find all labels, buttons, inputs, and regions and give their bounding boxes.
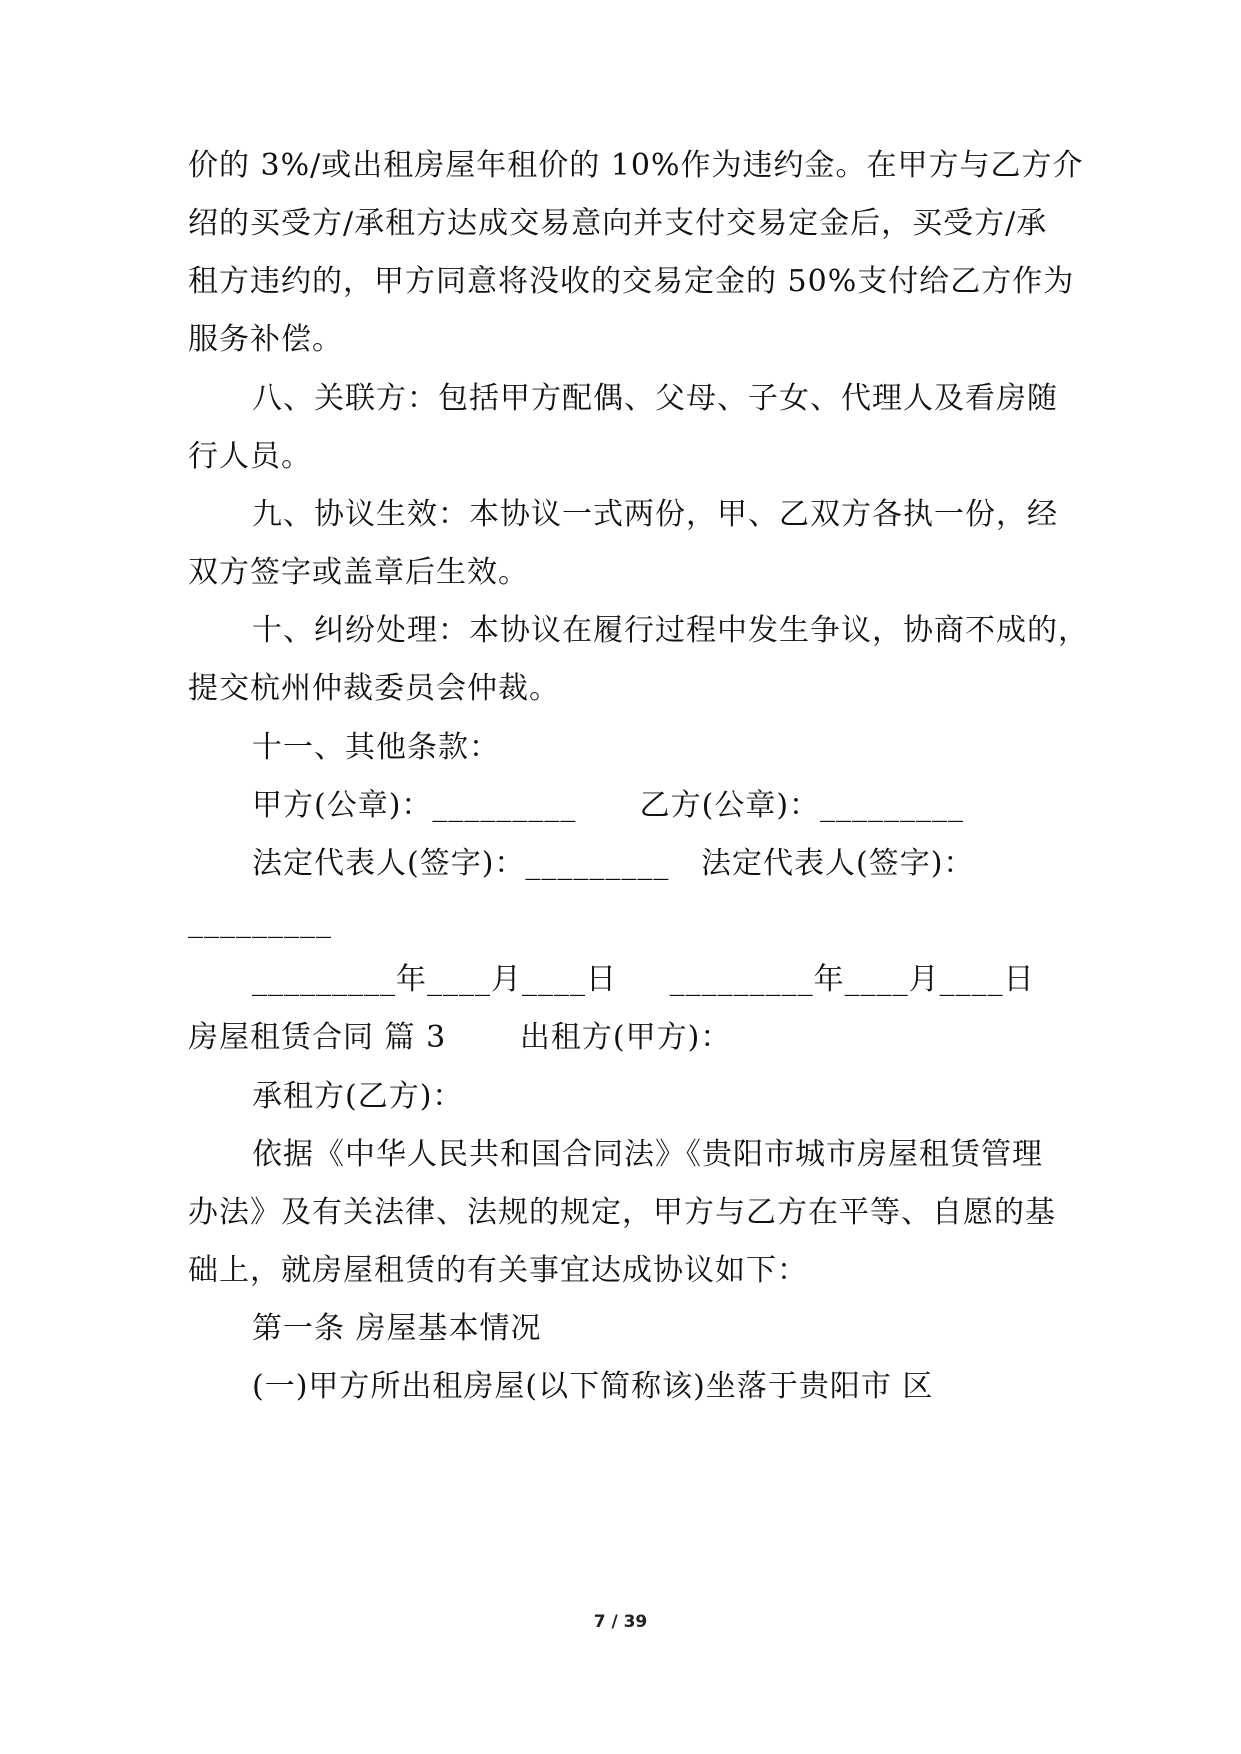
lessee-line: 承租方(乙方)： (252, 1079, 464, 1114)
body-line: 租方违约的，甲方同意将没收的交易定金的 50%支付给乙方作为 (188, 264, 1075, 299)
page-number: 7 / 39 (593, 1612, 648, 1632)
body-line: 服务补偿。 (188, 322, 343, 357)
body-line: 绍的买受方/承租方达成交易意向并支付交易定金后，买受方/承 (188, 206, 1048, 241)
body-line: 行人员。 (188, 439, 312, 474)
representative-line: 法定代表人(签字)：_________ 法定代表人(签字)： (252, 846, 975, 881)
body-line: 依据《中华人民共和国合同法》《贵阳市城市房屋租赁管理 (252, 1137, 1043, 1172)
body-line: 价的 3%/或出租房屋年租价的 10%作为违约金。在甲方与乙方介 (188, 148, 1084, 183)
article-one-heading: 第一条 房屋基本情况 (252, 1311, 542, 1346)
clause-nine-line: 九、协议生效：本协议一式两份，甲、乙双方各执一份，经 (252, 497, 1058, 532)
body-line: 办法》及有关法律、法规的规定，甲方与乙方在平等、自愿的基 (188, 1195, 1056, 1230)
contract-heading-line: 房屋租赁合同 篇 3 出租方(甲方)： (188, 1020, 732, 1055)
date-line: _________年____月____日 _________年____月____日 (252, 962, 1035, 997)
body-line: 提交杭州仲裁委员会仲裁。 (188, 671, 560, 706)
clause-eight-line: 八、关联方：包括甲方配偶、父母、子女、代理人及看房随 (252, 381, 1058, 416)
body-line: 础上，就房屋租赁的有关事宜达成协议如下： (188, 1253, 808, 1288)
seal-line: 甲方(公章)：_________ 乙方(公章)：_________ (252, 788, 965, 823)
body-line: (一)甲方所出租房屋(以下简称该)坐落于贵阳市 区 (252, 1369, 934, 1404)
blank-line: _________ (188, 904, 332, 939)
clause-ten-line: 十、纠纷处理：本协议在履行过程中发生争议，协商不成的， (252, 613, 1089, 648)
body-line: 双方签字或盖章后生效。 (188, 555, 529, 590)
clause-eleven-line: 十一、其他条款： (252, 730, 500, 765)
